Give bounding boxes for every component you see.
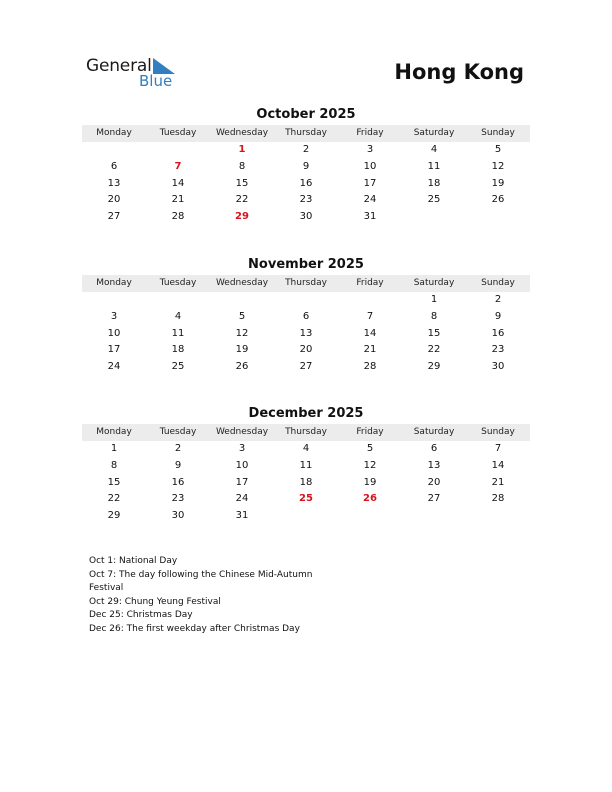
weekday-header: Friday	[338, 275, 402, 292]
empty-day-cell	[466, 508, 530, 525]
day-cell: 26	[235, 361, 249, 373]
weekday-header: Thursday	[274, 424, 338, 441]
holiday-day-cell: 1	[238, 144, 246, 155]
day-cell: 2	[302, 144, 310, 155]
day-cell: 28	[171, 211, 185, 223]
day-cell: 24	[363, 194, 377, 206]
empty-day-cell	[210, 292, 274, 309]
empty-day-cell	[82, 142, 146, 159]
day-cell: 4	[302, 443, 310, 454]
weekday-header: Tuesday	[146, 424, 210, 441]
day-cell: 20	[299, 344, 313, 356]
day-cell: 21	[171, 194, 185, 206]
holiday-note: Dec 26: The first weekday after Christmas Day	[89, 623, 300, 634]
holiday-day-cell: 25	[299, 493, 313, 505]
day-cell: 30	[171, 510, 185, 522]
day-cell: 23	[491, 344, 505, 356]
day-cell: 15	[107, 476, 121, 488]
month-block-december	[82, 405, 530, 525]
day-cell: 7	[494, 443, 502, 454]
day-cell: 12	[491, 160, 505, 172]
day-cell: 19	[363, 476, 377, 488]
day-cell: 4	[430, 144, 438, 155]
day-cell: 7	[366, 310, 374, 322]
weekday-header: Sunday	[466, 125, 530, 142]
holiday-day-cell: 26	[363, 493, 377, 505]
day-cell: 17	[235, 476, 249, 488]
empty-day-cell	[274, 292, 338, 309]
day-cell: 27	[299, 361, 313, 373]
month-title: October 2025	[256, 107, 356, 122]
day-cell: 6	[110, 160, 118, 172]
weekday-header: Thursday	[274, 125, 338, 142]
day-cell: 12	[235, 327, 249, 339]
day-cell: 27	[107, 211, 121, 223]
weekday-header: Thursday	[274, 275, 338, 292]
day-cell: 28	[491, 493, 505, 505]
weekday-header: Wednesday	[210, 275, 274, 292]
day-cell: 11	[171, 327, 185, 339]
weekday-header: Tuesday	[146, 125, 210, 142]
day-cell: 11	[427, 160, 441, 172]
holiday-note: Dec 25: Christmas Day	[89, 610, 193, 621]
day-cell: 8	[238, 160, 246, 172]
day-cell: 8	[430, 310, 438, 322]
weekday-header: Wednesday	[210, 125, 274, 142]
day-cell: 20	[427, 476, 441, 488]
day-cell: 9	[174, 459, 182, 471]
day-cell: 9	[494, 310, 502, 322]
holiday-notes	[89, 555, 339, 637]
brand-name-general: General	[86, 56, 152, 76]
day-cell: 22	[235, 194, 249, 206]
day-cell: 25	[427, 194, 441, 206]
weekday-header: Monday	[82, 125, 146, 142]
day-cell: 2	[174, 443, 182, 454]
day-cell: 10	[363, 160, 377, 172]
day-cell: 3	[238, 443, 246, 454]
holiday-day-cell: 29	[235, 211, 249, 223]
day-cell: 4	[174, 310, 182, 322]
weekday-header: Monday	[82, 275, 146, 292]
empty-day-cell	[146, 142, 210, 159]
day-cell: 14	[491, 459, 505, 471]
weekday-header: Friday	[338, 424, 402, 441]
day-cell: 8	[110, 459, 118, 471]
brand-logo	[86, 56, 186, 92]
day-cell: 19	[491, 177, 505, 189]
day-cell: 17	[363, 177, 377, 189]
holiday-note: Oct 29: Chung Yeung Festival	[89, 596, 221, 607]
day-cell: 9	[302, 160, 310, 172]
day-cell: 19	[235, 344, 249, 356]
day-cell: 11	[299, 459, 313, 471]
holiday-note: Oct 1: National Day	[89, 556, 178, 566]
day-cell: 21	[363, 344, 377, 356]
calendar-grid	[82, 125, 530, 226]
empty-day-cell	[338, 292, 402, 309]
day-cell: 23	[171, 493, 185, 505]
day-cell: 16	[299, 177, 313, 189]
empty-day-cell	[82, 292, 146, 309]
day-cell: 15	[235, 177, 249, 189]
weekday-header: Sunday	[466, 424, 530, 441]
day-cell: 17	[107, 344, 121, 356]
empty-day-cell	[338, 508, 402, 525]
weekday-header: Saturday	[402, 125, 466, 142]
day-cell: 16	[171, 476, 185, 488]
country-title: Hong Kong	[394, 60, 524, 84]
day-cell: 10	[107, 327, 121, 339]
day-cell: 13	[299, 327, 313, 339]
weekday-header: Wednesday	[210, 424, 274, 441]
weekday-header: Sunday	[466, 275, 530, 292]
calendar-grid	[82, 424, 530, 525]
weekday-header: Monday	[82, 424, 146, 441]
day-cell: 13	[427, 459, 441, 471]
calendar-grid	[82, 275, 530, 376]
brand-name-blue: Blue	[139, 72, 173, 90]
month-block-october	[82, 106, 530, 226]
day-cell: 3	[110, 310, 118, 322]
day-cell: 1	[430, 294, 438, 305]
weekday-header: Saturday	[402, 275, 466, 292]
empty-day-cell	[402, 508, 466, 525]
day-cell: 3	[366, 144, 374, 155]
day-cell: 15	[427, 327, 441, 339]
day-cell: 25	[171, 361, 185, 373]
weekday-header: Saturday	[402, 424, 466, 441]
day-cell: 10	[235, 459, 249, 471]
day-cell: 1	[110, 443, 118, 454]
day-cell: 29	[427, 361, 441, 373]
day-cell: 24	[107, 361, 121, 373]
month-title: November 2025	[248, 257, 364, 272]
day-cell: 22	[107, 493, 121, 505]
empty-day-cell	[274, 508, 338, 525]
day-cell: 24	[235, 493, 249, 505]
weekday-header: Tuesday	[146, 275, 210, 292]
empty-day-cell	[146, 292, 210, 309]
day-cell: 30	[299, 211, 313, 223]
day-cell: 31	[235, 510, 249, 522]
month-title: December 2025	[248, 406, 364, 421]
day-cell: 21	[491, 476, 505, 488]
day-cell: 5	[494, 144, 502, 155]
day-cell: 2	[494, 294, 502, 305]
month-block-november	[82, 256, 530, 376]
day-cell: 28	[363, 361, 377, 373]
day-cell: 31	[363, 211, 377, 223]
day-cell: 30	[491, 361, 505, 373]
day-cell: 18	[427, 177, 441, 189]
day-cell: 26	[491, 194, 505, 206]
day-cell: 5	[238, 310, 246, 322]
day-cell: 27	[427, 493, 441, 505]
day-cell: 23	[299, 194, 313, 206]
day-cell: 12	[363, 459, 377, 471]
day-cell: 13	[107, 177, 121, 189]
holiday-note: Oct 7: The day following the Chinese Mid-Autumn Festival	[89, 569, 313, 594]
day-cell: 14	[171, 177, 185, 189]
day-cell: 5	[366, 443, 374, 454]
day-cell: 29	[107, 510, 121, 522]
day-cell: 16	[491, 327, 505, 339]
day-cell: 18	[299, 476, 313, 488]
day-cell: 20	[107, 194, 121, 206]
holiday-day-cell: 7	[174, 160, 182, 172]
day-cell: 6	[302, 310, 310, 322]
day-cell: 22	[427, 344, 441, 356]
empty-day-cell	[402, 209, 466, 226]
weekday-header: Friday	[338, 125, 402, 142]
day-cell: 6	[430, 443, 438, 454]
day-cell: 18	[171, 344, 185, 356]
day-cell: 14	[363, 327, 377, 339]
empty-day-cell	[466, 209, 530, 226]
